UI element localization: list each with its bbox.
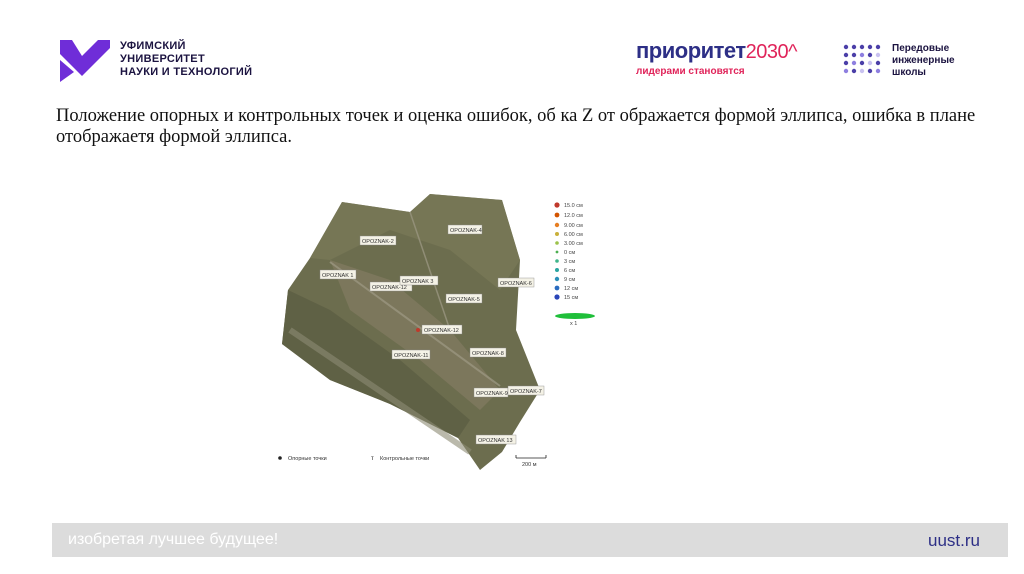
survey-point-opoznak-3 xyxy=(400,276,438,285)
priority-year: 2030^ xyxy=(745,41,798,63)
priority-title: приоритет xyxy=(636,38,746,63)
point-label: OPOZNAK-6 xyxy=(500,281,532,287)
legend-item-6-00 xyxy=(555,232,583,238)
university-name-line-1: УФИМСКИЙ xyxy=(120,40,186,52)
svg-text:3 см: 3 см xyxy=(564,259,576,265)
slide-caption: Положение опорных и контрольных точек и оценка ошибок, об ка Z от ображается формой эллипса, ошибка в плане отображаетя формой эллипса. xyxy=(56,106,976,147)
error-legend xyxy=(554,202,595,327)
engineering-schools-text xyxy=(892,43,955,79)
ufa-university-logo-icon xyxy=(60,38,110,82)
legend-item-6 xyxy=(555,268,575,274)
footer-site-link[interactable]: uust.ru xyxy=(928,531,980,550)
university-name-line-2: УНИВЕРСИТЕТ xyxy=(120,53,205,65)
svg-text:9 см: 9 см xyxy=(564,277,576,283)
point-label: OPOZNAK-2 xyxy=(362,239,394,245)
survey-map xyxy=(270,190,610,480)
legend-item-3-00 xyxy=(555,241,583,247)
svg-text:3.00 см: 3.00 см xyxy=(564,241,583,247)
legend-item-15-0 xyxy=(554,202,583,209)
legend-item-12-0 xyxy=(555,213,583,219)
priority-subtitle: лидерами становятся xyxy=(636,66,745,77)
point-label: OPOZNAK-9 xyxy=(476,391,508,397)
schools-line-3: школы xyxy=(892,67,926,78)
scale-bar-label: 200 м xyxy=(522,462,537,468)
survey-point-opoznak-6 xyxy=(498,278,534,287)
point-label: OPOZNAK-4 xyxy=(450,228,482,234)
svg-text:6.00 см: 6.00 см xyxy=(564,232,583,238)
error-ellipse-icon xyxy=(555,313,595,319)
legend-item-3 xyxy=(555,259,575,265)
engineering-schools-dots-icon xyxy=(842,43,882,79)
ellipse-scale-label: x 1 xyxy=(570,321,578,327)
point-label: OPOZNAK-7 xyxy=(510,389,542,395)
map-key xyxy=(278,455,546,468)
survey-point-opoznak-5 xyxy=(446,294,482,303)
svg-text:15 см: 15 см xyxy=(564,295,579,301)
survey-point-opoznak-2 xyxy=(360,236,396,245)
svg-text:6 см: 6 см xyxy=(564,268,576,274)
schools-line-1: Передовые xyxy=(892,43,950,54)
ground-point-marker-icon xyxy=(278,456,282,460)
university-name xyxy=(120,40,252,79)
point-label: OPOZNAK-12 xyxy=(424,328,459,334)
svg-text:9.00 см: 9.00 см xyxy=(564,223,583,229)
svg-text:12 см: 12 см xyxy=(564,286,579,292)
point-label: OPOZNAK-5 xyxy=(448,297,480,303)
legend-item-0 xyxy=(556,250,576,256)
legend-item-15 xyxy=(554,294,578,301)
priority-2030-logo xyxy=(636,38,797,64)
survey-point-opoznak-13 xyxy=(476,435,516,444)
svg-text:0 см: 0 см xyxy=(564,250,576,256)
legend-item-12 xyxy=(555,286,579,292)
key-control-points-label: Контрольные точки xyxy=(380,456,430,462)
survey-point-opoznak-4 xyxy=(448,225,482,234)
svg-text:12.0 см: 12.0 см xyxy=(564,213,583,219)
footer-slogan: изобретая лучшее будущее! xyxy=(68,531,279,548)
legend-item-9-00 xyxy=(555,223,583,229)
point-label: OPOZNAK-12 xyxy=(372,285,407,291)
survey-point-opoznak-1 xyxy=(320,270,356,279)
point-label: OPOZNAK 13 xyxy=(478,438,513,444)
survey-point-opoznak-8 xyxy=(470,348,506,357)
control-point-marker-icon: ᴛ xyxy=(371,456,374,462)
survey-point-opoznak-12b xyxy=(416,325,462,334)
svg-text:15.0 см: 15.0 см xyxy=(564,203,583,209)
legend-item-9 xyxy=(555,277,576,283)
university-name-line-3: НАУКИ И ТЕХНОЛОГИЙ xyxy=(120,66,253,78)
point-label: OPOZNAK 1 xyxy=(322,273,354,279)
point-label: OPOZNAK 3 xyxy=(402,279,434,285)
point-label: OPOZNAK-8 xyxy=(472,351,504,357)
key-ground-points-label: Опорные точки xyxy=(288,456,327,462)
schools-line-2: инженерные xyxy=(892,55,955,66)
survey-point-opoznak-11 xyxy=(392,350,430,359)
footer-bar xyxy=(52,523,1008,557)
survey-point-opoznak-9 xyxy=(474,388,508,397)
survey-point-opoznak-7 xyxy=(508,386,544,395)
point-label: OPOZNAK-11 xyxy=(394,353,429,359)
